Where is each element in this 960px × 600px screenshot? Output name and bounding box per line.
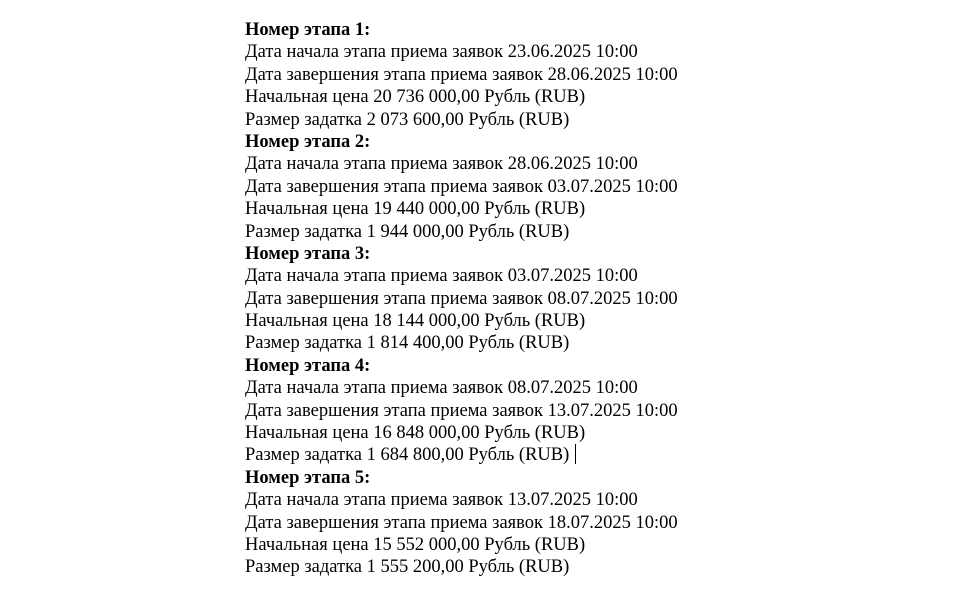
stage-start-date: Дата начала этапа приема заявок 23.06.2025 10:00 xyxy=(245,42,638,63)
stage-heading: Номер этапа 5: xyxy=(245,467,371,488)
stage-initial-price: Начальная цена 19 440 000,00 Рубль (RUB) xyxy=(245,199,586,220)
stage-heading: Номер этапа 1: xyxy=(245,20,371,40)
document-body[interactable] xyxy=(245,19,678,579)
stage-end-date: Дата завершения этапа приема заявок 28.06.2025 10:00 xyxy=(245,64,678,85)
stage-deposit: Размер задатка 1 814 400,00 Рубль (RUB) xyxy=(245,333,570,354)
text-cursor xyxy=(575,444,576,464)
stage-initial-price: Начальная цена 20 736 000,00 Рубль (RUB) xyxy=(245,87,586,108)
stage-start-date: Дата начала этапа приема заявок 08.07.2025 10:00 xyxy=(245,378,638,399)
stage-initial-price: Начальная цена 15 552 000,00 Рубль (RUB) xyxy=(245,534,586,555)
stage-deposit: Размер задатка 1 555 200,00 Рубль (RUB) xyxy=(245,557,570,578)
stage-initial-price: Начальная цена 16 848 000,00 Рубль (RUB) xyxy=(245,423,586,444)
stage-start-date: Дата начала этапа приема заявок 13.07.2025 10:00 xyxy=(245,490,638,511)
stage-heading: Номер этапа 2: xyxy=(245,131,371,152)
stage-start-date: Дата начала этапа приема заявок 28.06.2025 10:00 xyxy=(245,154,638,175)
stage-initial-price: Начальная цена 18 144 000,00 Рубль (RUB) xyxy=(245,311,586,332)
stage-deposit: Размер задатка 1 684 800,00 Рубль (RUB) xyxy=(245,445,570,466)
stage-heading: Номер этапа 3: xyxy=(245,243,371,264)
stage-deposit: Размер задатка 1 944 000,00 Рубль (RUB) xyxy=(245,221,570,242)
stage-end-date: Дата завершения этапа приема заявок 13.07.2025 10:00 xyxy=(245,400,678,421)
stage-deposit-line xyxy=(245,444,678,466)
stage-heading: Номер этапа 4: xyxy=(245,355,371,376)
stage-end-date: Дата завершения этапа приема заявок 18.07.2025 10:00 xyxy=(245,512,678,533)
stage-start-date: Дата начала этапа приема заявок 03.07.2025 10:00 xyxy=(245,266,638,287)
stage-end-date: Дата завершения этапа приема заявок 03.07.2025 10:00 xyxy=(245,176,678,197)
stage-end-date: Дата завершения этапа приема заявок 08.07.2025 10:00 xyxy=(245,288,678,309)
stage-deposit: Размер задатка 2 073 600,00 Рубль (RUB) xyxy=(245,109,570,130)
